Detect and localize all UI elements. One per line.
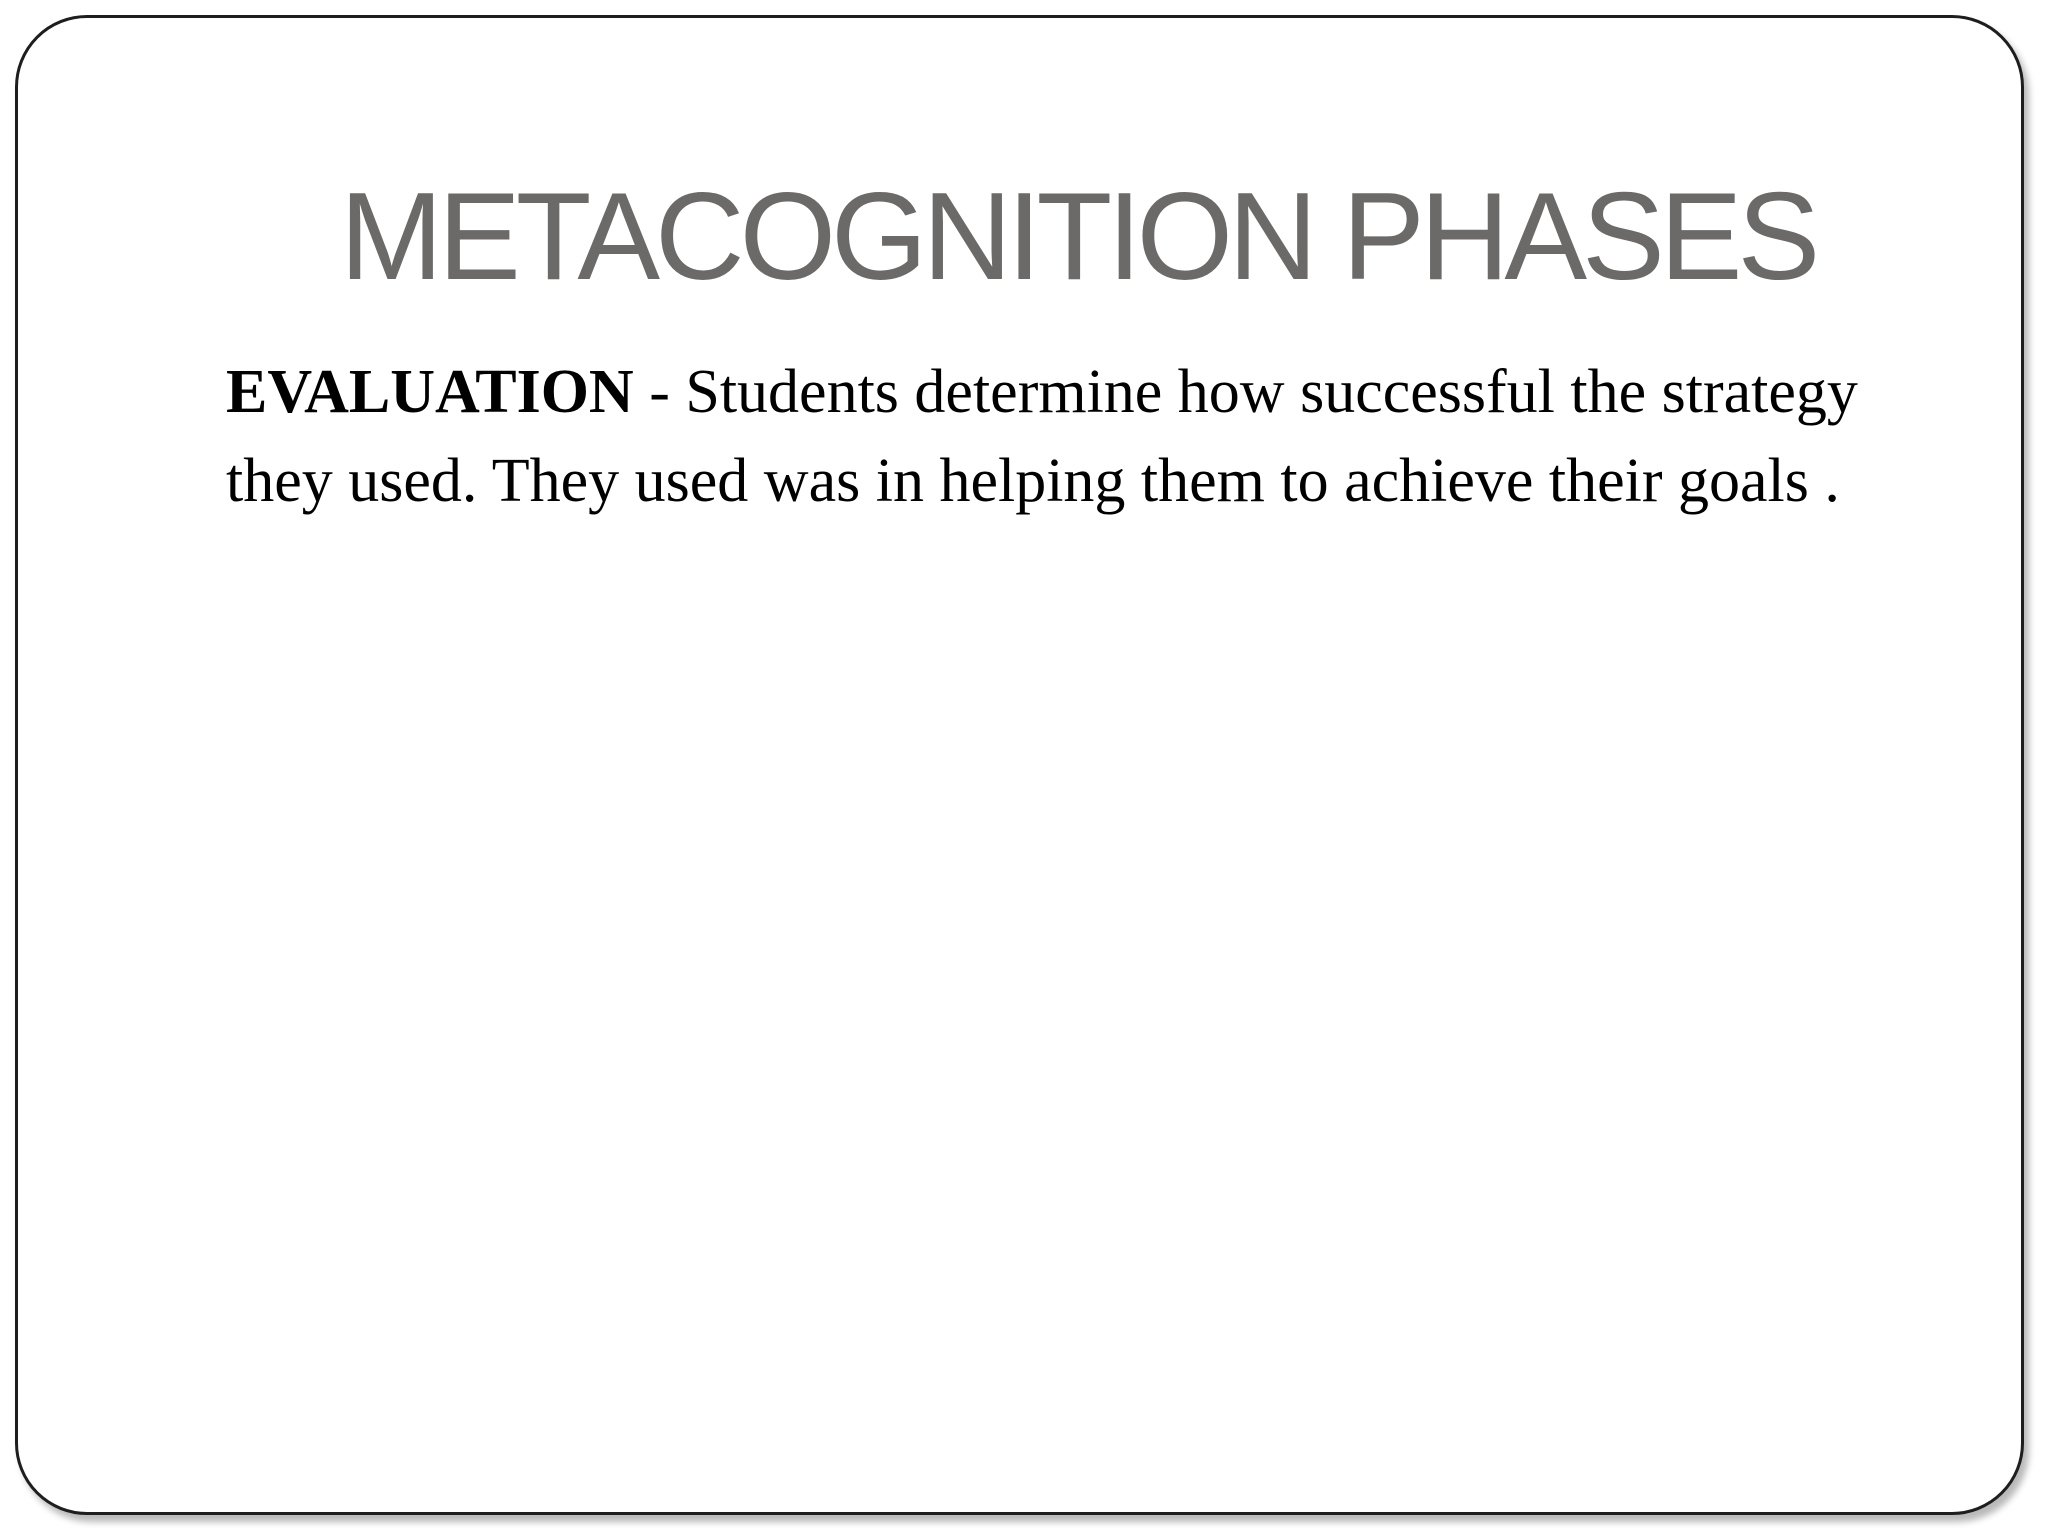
evaluation-term: EVALUATION [226,358,634,426]
slide-title: METACOGNITION PHASES [339,168,1816,306]
slide-body-paragraph [226,348,1886,526]
evaluation-description: - Students determine how successful the strategy they used. They used was in helping them to achieve their goals . [226,358,1858,515]
